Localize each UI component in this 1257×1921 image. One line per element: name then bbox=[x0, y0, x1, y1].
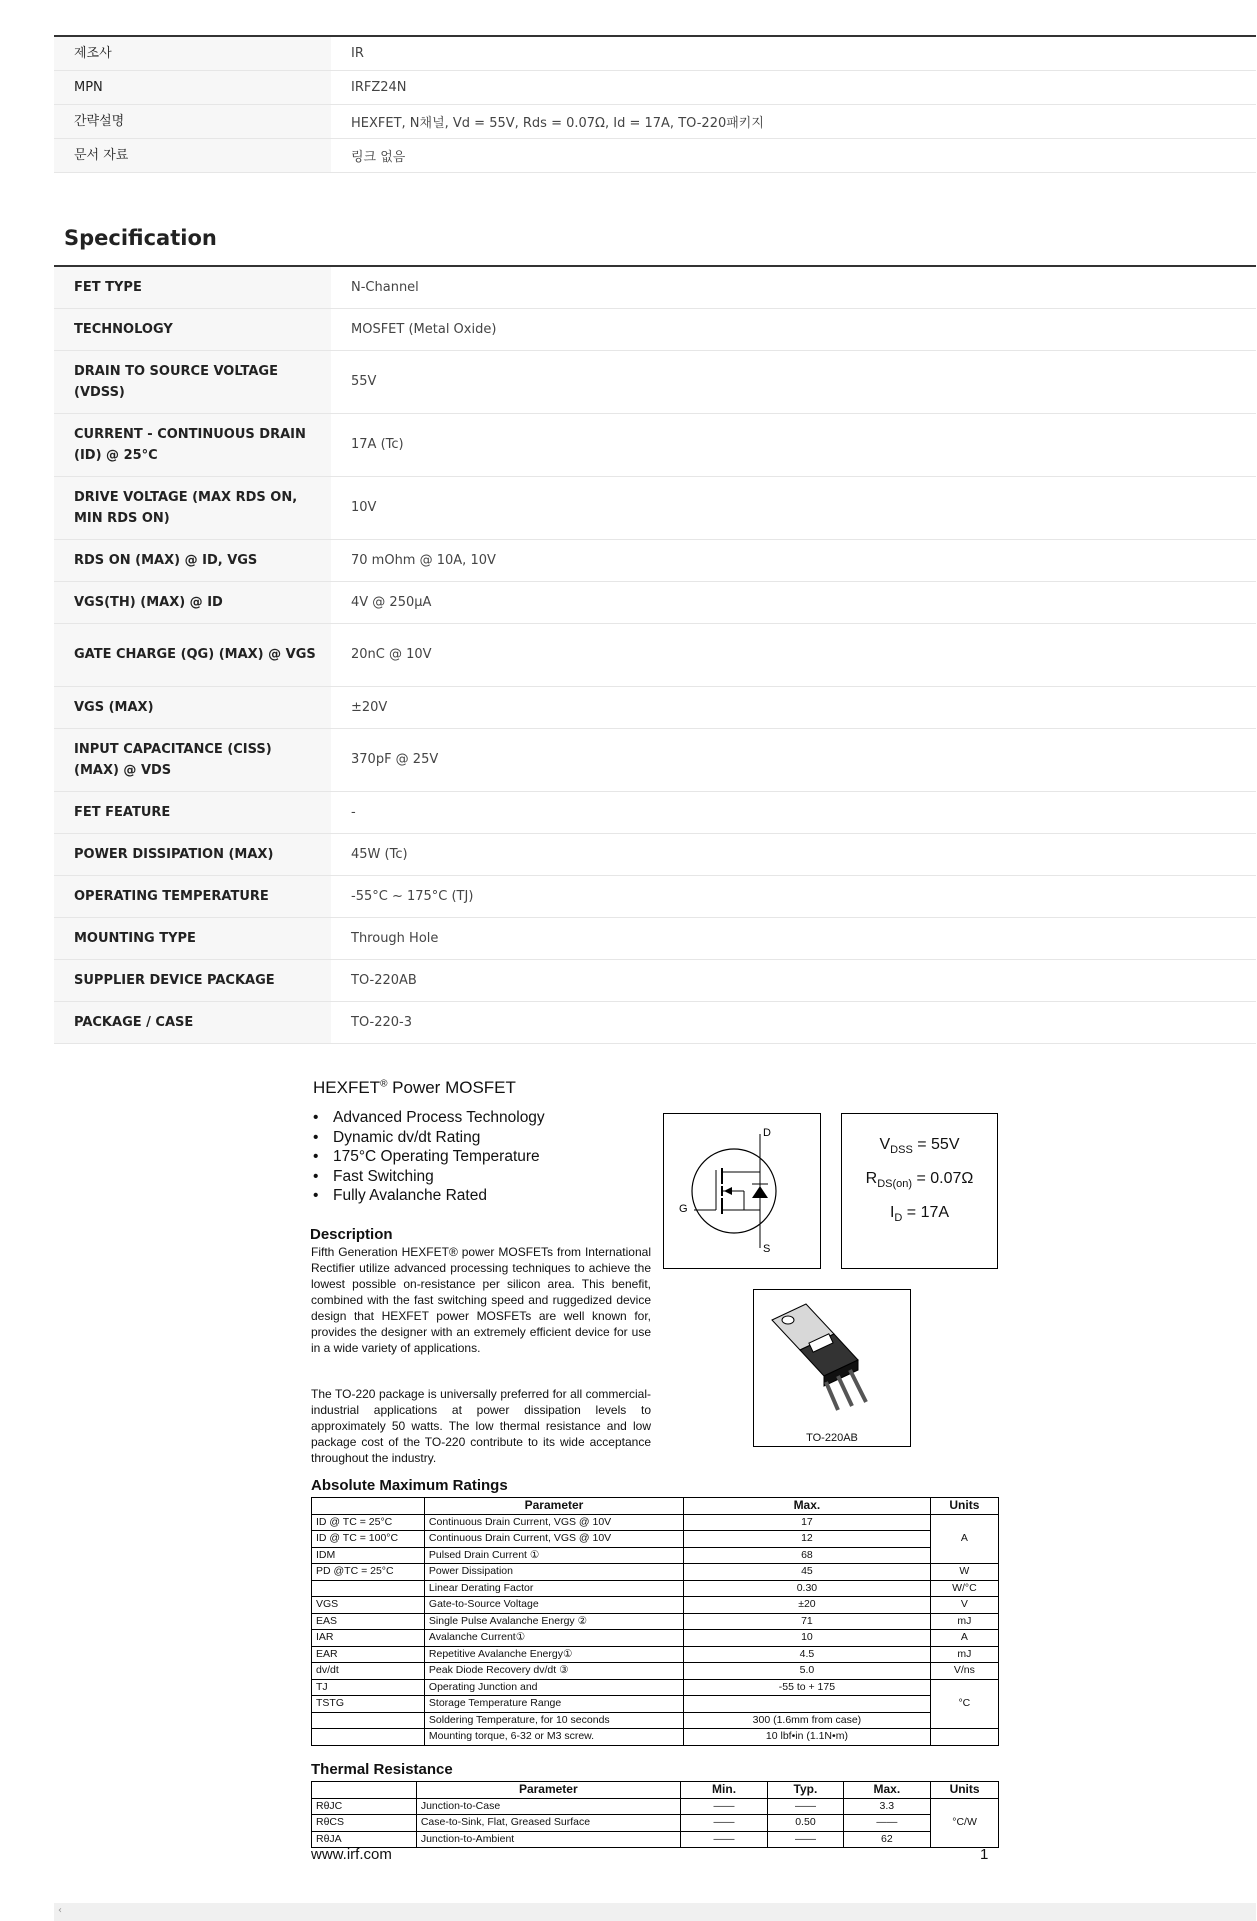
spec-value: - bbox=[331, 791, 1256, 833]
column-header: Max. bbox=[843, 1782, 931, 1799]
description-paragraph: The TO-220 package is universally preferred for all commercial-industrial applications at power dissipation levels to approximately 50 watts. The low thermal resistance and low package cost of the TO-220 contribute to its wide acceptance throughout the industry. bbox=[311, 1387, 651, 1465]
feature-item: • Dynamic dv/dt Rating bbox=[313, 1128, 545, 1148]
absolute-max-ratings-table bbox=[311, 1497, 999, 1746]
spec-label: TECHNOLOGY bbox=[54, 308, 331, 350]
feature-item: • Fast Switching bbox=[313, 1167, 545, 1187]
column-header: Parameter bbox=[416, 1782, 680, 1799]
package-label: TO-220AB bbox=[806, 1432, 858, 1444]
spec-row bbox=[54, 686, 1256, 728]
spec-value: MOSFET (Metal Oxide) bbox=[331, 308, 1256, 350]
table-header-row bbox=[312, 1498, 999, 1515]
spec-value: ±20V bbox=[331, 686, 1256, 728]
vdss-spec: $V_{DSS} = 55V$ bbox=[879, 1136, 960, 1157]
spec-value: N-Channel bbox=[331, 266, 1256, 308]
gate-label: G bbox=[679, 1203, 688, 1215]
spec-label: DRIVE VOLTAGE (MAX RDS ON, MIN RDS ON) bbox=[54, 476, 331, 539]
to220-package-icon bbox=[754, 1290, 910, 1420]
spec-value: 45W (Tc) bbox=[331, 833, 1256, 875]
info-label: 제조사 bbox=[54, 36, 331, 70]
spec-label: MOUNTING TYPE bbox=[54, 917, 331, 959]
amr-heading: Absolute Maximum Ratings bbox=[311, 1477, 508, 1494]
horizontal-scrollbar[interactable] bbox=[54, 1903, 1256, 1921]
info-label: 간략설명 bbox=[54, 104, 331, 138]
spec-row bbox=[54, 539, 1256, 581]
rds-spec: $R_{DS(on)} = 0.07\Omega$ bbox=[865, 1170, 974, 1191]
spec-row bbox=[54, 833, 1256, 875]
spec-row bbox=[54, 581, 1256, 623]
id-spec: $I_D = 17A$ bbox=[889, 1204, 950, 1225]
table-row: Linear Derating Factor 0.30 W/°C bbox=[312, 1580, 999, 1597]
info-label: 문서 자료 bbox=[54, 138, 331, 172]
spec-label: FET TYPE bbox=[54, 266, 331, 308]
table-row: EAS Single Pulse Avalanche Energy ② 71 mJ bbox=[312, 1613, 999, 1630]
spec-value: Through Hole bbox=[331, 917, 1256, 959]
specification-heading: Specification bbox=[64, 226, 217, 250]
feature-item: • 175°C Operating Temperature bbox=[313, 1147, 545, 1167]
package-box bbox=[753, 1289, 911, 1447]
info-value: IR bbox=[331, 36, 1256, 70]
column-header: Units bbox=[931, 1782, 999, 1799]
column-header: Parameter bbox=[424, 1498, 683, 1515]
spec-label: CURRENT - CONTINUOUS DRAIN (ID) @ 25°C bbox=[54, 413, 331, 476]
spec-label: DRAIN TO SOURCE VOLTAGE (VDSS) bbox=[54, 350, 331, 413]
column-header: Typ. bbox=[768, 1782, 843, 1799]
table-row: Mounting torque, 6-32 or M3 screw. 10 lbf•in (1.1N•m) bbox=[312, 1729, 999, 1746]
spec-row bbox=[54, 1001, 1256, 1043]
spec-label: PACKAGE / CASE bbox=[54, 1001, 331, 1043]
source-label: S bbox=[763, 1243, 771, 1255]
product-info-table bbox=[54, 35, 1256, 173]
feature-item: • Advanced Process Technology bbox=[313, 1108, 545, 1128]
table-row: IDM Pulsed Drain Current ① 68 bbox=[312, 1547, 999, 1564]
spec-value: 20nC @ 10V bbox=[331, 623, 1256, 686]
info-row bbox=[54, 70, 1256, 104]
feature-item: • Fully Avalanche Rated bbox=[313, 1186, 545, 1206]
spec-value: -55°C ~ 175°C (TJ) bbox=[331, 875, 1256, 917]
thermal-resistance-table bbox=[311, 1781, 999, 1848]
column-header: Min. bbox=[680, 1782, 768, 1799]
spec-row bbox=[54, 875, 1256, 917]
spec-row bbox=[54, 308, 1256, 350]
spec-label: VGS(TH) (MAX) @ ID bbox=[54, 581, 331, 623]
spec-label: SUPPLIER DEVICE PACKAGE bbox=[54, 959, 331, 1001]
spec-value: 4V @ 250µA bbox=[331, 581, 1256, 623]
spec-row bbox=[54, 476, 1256, 539]
thermal-heading: Thermal Resistance bbox=[311, 1761, 453, 1778]
datasheet-title: HEXFET® Power MOSFET bbox=[313, 1078, 516, 1097]
table-row: VGS Gate-to-Source Voltage ±20 V bbox=[312, 1597, 999, 1614]
mosfet-symbol-icon bbox=[664, 1114, 820, 1268]
info-row bbox=[54, 104, 1256, 138]
info-row bbox=[54, 36, 1256, 70]
footer-url: www.irf.com bbox=[311, 1846, 392, 1863]
spec-row bbox=[54, 266, 1256, 308]
table-row: RθCS Case-to-Sink, Flat, Greased Surface —— 0.50 —— bbox=[312, 1815, 999, 1832]
page-number: 1 bbox=[980, 1846, 989, 1863]
key-specs-box bbox=[841, 1113, 998, 1269]
spec-row bbox=[54, 728, 1256, 791]
table-row: Soldering Temperature, for 10 seconds 300 (1.6mm from case) bbox=[312, 1712, 999, 1729]
table-header-row bbox=[312, 1782, 999, 1799]
spec-value: TO-220AB bbox=[331, 959, 1256, 1001]
info-value: IRFZ24N bbox=[331, 70, 1256, 104]
spec-label: FET FEATURE bbox=[54, 791, 331, 833]
table-row: RθJA Junction-to-Ambient —— —— 62 bbox=[312, 1831, 999, 1848]
table-row: ID @ TC = 25°C Continuous Drain Current, VGS @ 10V 17 A bbox=[312, 1514, 999, 1531]
table-row: TJ Operating Junction and -55 to + 175 °C bbox=[312, 1679, 999, 1696]
spec-value: 55V bbox=[331, 350, 1256, 413]
feature-list bbox=[313, 1108, 545, 1206]
spec-label: POWER DISSIPATION (MAX) bbox=[54, 833, 331, 875]
info-value: HEXFET, N채널, Vd = 55V, Rds = 0.07Ω, Id = 17A, TO-220패키지 bbox=[331, 104, 1256, 138]
column-header: Max. bbox=[684, 1498, 931, 1515]
scroll-left-arrow-icon[interactable]: ‹ bbox=[58, 1905, 62, 1916]
datasheet-image bbox=[303, 1070, 1007, 1875]
spec-row bbox=[54, 413, 1256, 476]
description-heading: Description bbox=[310, 1226, 393, 1243]
info-value: 링크 없음 bbox=[331, 138, 1256, 172]
spec-row bbox=[54, 350, 1256, 413]
table-row: IAR Avalanche Current① 10 A bbox=[312, 1630, 999, 1647]
spec-label: OPERATING TEMPERATURE bbox=[54, 875, 331, 917]
table-row: dv/dt Peak Diode Recovery dv/dt ③ 5.0 V/ns bbox=[312, 1663, 999, 1680]
table-row: TSTG Storage Temperature Range bbox=[312, 1696, 999, 1713]
table-row: RθJC Junction-to-Case —— —— 3.3 °C/W bbox=[312, 1798, 999, 1815]
info-label: MPN bbox=[54, 70, 331, 104]
spec-label: INPUT CAPACITANCE (CISS) (MAX) @ VDS bbox=[54, 728, 331, 791]
spec-row bbox=[54, 959, 1256, 1001]
spec-value: 10V bbox=[331, 476, 1256, 539]
table-row: PD @TC = 25°C Power Dissipation 45 W bbox=[312, 1564, 999, 1581]
column-header: Units bbox=[930, 1498, 998, 1515]
spec-value: 17A (Tc) bbox=[331, 413, 1256, 476]
spec-label: VGS (MAX) bbox=[54, 686, 331, 728]
spec-value: 70 mOhm @ 10A, 10V bbox=[331, 539, 1256, 581]
description-paragraph: Fifth Generation HEXFET® power MOSFETs from International Rectifier utilize advanced processing techniques to achieve the lowest possible on-resistance per silicon area. This benefit, combined with the fast switching speed and ruggedized device design that HEXFET power MOSFETs are well known for, provides the designer with an extremely efficient device for use in a wide variety of applications. bbox=[311, 1245, 651, 1355]
specification-table bbox=[54, 265, 1256, 1044]
spec-row bbox=[54, 791, 1256, 833]
spec-label: GATE CHARGE (QG) (MAX) @ VGS bbox=[54, 623, 331, 686]
spec-row bbox=[54, 917, 1256, 959]
drain-label: D bbox=[763, 1127, 771, 1139]
info-row bbox=[54, 138, 1256, 172]
mosfet-symbol-box bbox=[663, 1113, 821, 1269]
table-row: ID @ TC = 100°C Continuous Drain Current, VGS @ 10V 12 bbox=[312, 1531, 999, 1548]
spec-label: RDS ON (MAX) @ ID, VGS bbox=[54, 539, 331, 581]
table-row: EAR Repetitive Avalanche Energy① 4.5 mJ bbox=[312, 1646, 999, 1663]
spec-row bbox=[54, 623, 1256, 686]
spec-value: TO-220-3 bbox=[331, 1001, 1256, 1043]
spec-value: 370pF @ 25V bbox=[331, 728, 1256, 791]
